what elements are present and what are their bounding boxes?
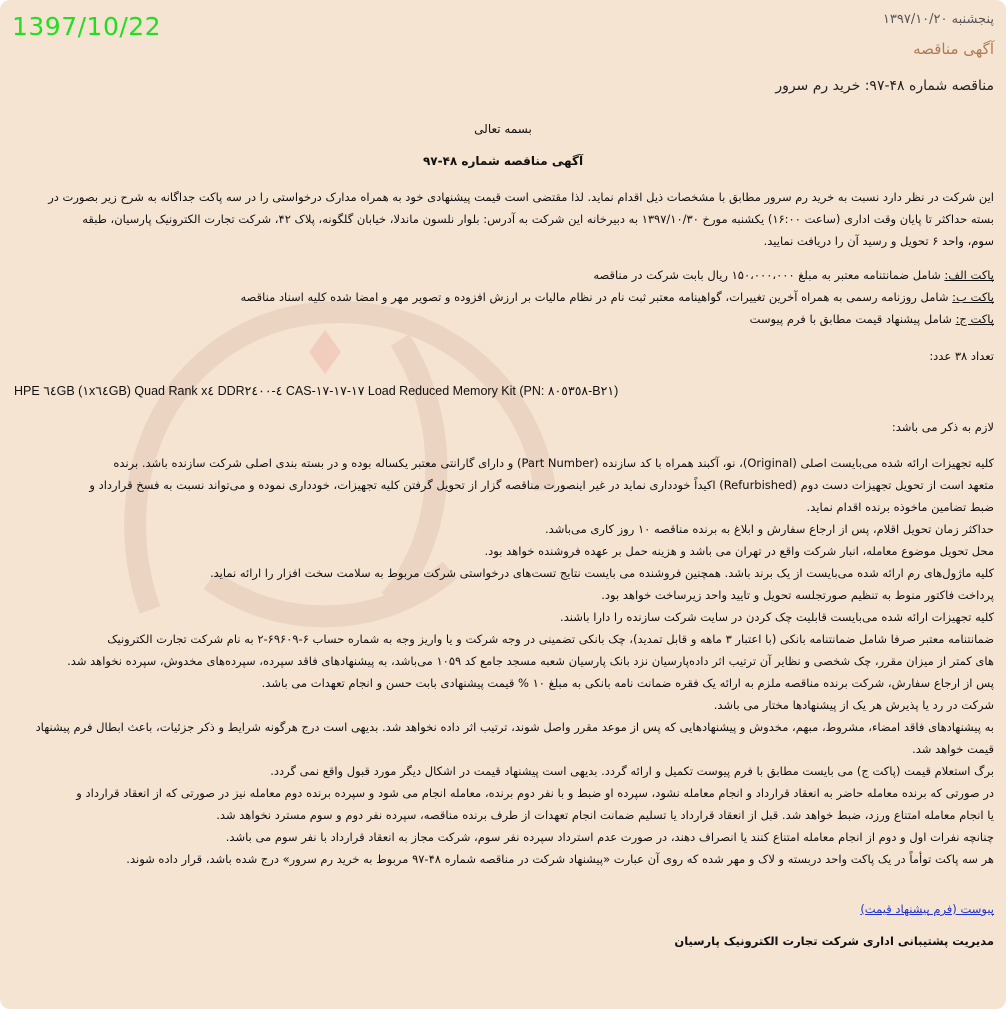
quantity-label: تعداد ۳۸ عدد: [929, 349, 994, 363]
publish-date: پنجشنبه ۱۳۹۷/۱۰/۲۰ [882, 12, 994, 27]
intro-paragraph: این شرکت در نظر دارد نسبت به خرید رم سرور مطابق با مشخصات ذیل اقدام نماید. لذا مقتضی است قیمت پیشنهادی خود به همراه مدارک درخواستی را در سه پاکت جداگانه به شرح زیر بصورت در بسته حداکثر تا پایان وقت اداری (ساعت ۱۶:۰۰) یکشنبه مورخ ۱۳۹۷/۱۰/۳۰ به دبیرخانه این شرکت به آدرس: بلوار نلسون ماندلا، خیابان گلگونه، پلاک ۴۲، شرکت تجارت الکترونیک پارسیان، طبقه سوم، واحد ۶ تحویل و رسید آن را دریافت نمایید. [48, 190, 994, 248]
packet-b: پاکت ب: شامل روزنامه رسمی به همراه آخرین تغییرات، گواهینامه معتبر ثبت نام در نظام مالیات بر ارزش افزوده و تصویر مهر و امضا شده کلیه اسناد مناقصه [240, 290, 994, 304]
notice-heading: آگهی مناقصه شماره ۴۸-۹۷ [422, 154, 584, 168]
tender-title: مناقصه شماره ۴۸-۹۷: خرید رم سرور [775, 78, 994, 94]
notes-label: لازم به ذکر می باشد: [891, 420, 994, 434]
terms-list: کلیه تجهیزات ارائه شده می‌بایست اصلی (Original)، نو، آکبند همراه با کد سازنده (Part Number) و دارای گارانتی معتبر یکساله بوده و در بسته بندی اصلی شرکت سازنده باشد. برنده متعهد است از تحویل تجهیزات دست دوم (Refurbished) اکیداً خودداری نماید در غیر اینصورت مناقصه گزار از تحویل گرفتن کلیه تجهیزات، خودداری نموده و می‌تواند نسبت به فسخ قرارداد و ضبط تضامین ماخوذه برنده اقدام نماید. حداکثر زمان تحویل اقلام، پس از ارجاع سفارش و ابلاغ به برنده مناقصه ۱۰ روز کاری می‌باشد. محل تحویل موضوع معامله، انبار شرکت واقع در تهران می باشد و هزینه حمل بر عهده فروشنده خواهد بود. کلیه ماژول‌های رم ارائه شده می‌بایست از یک برند باشد. همچنین فروشنده می بایست نتایج تست‌های درخواستی شرکت مربوط به سلامت سخت افزار را ارائه نماید. پرداخت فاکتور منوط به تنظیم صورتجلسه تحویل و تایید واحد زیرساخت خواهد بود. کلیه تجهیزات ارائه شده می‌بایست قابلیت چک کردن در سایت شرکت سازنده را دارا باشند. ضمانتنامه معتبر صرفا شامل ضمانتنامه بانکی (با اعتبار ۳ ماهه و قابل تمدید)، چک بانکی تضمینی در وجه شرکت و یا واریز وجه به شماره حساب ۶-۶۹۶۰۹-۲ به نام شرکت تجارت الکترونیک های کمتر از میزان مقرر، چک شخصی و نظایر آن ترتیب اثر داده‌پارسیان نزد بانک پارسیان شعبه مسجد جامع کد ۱۰۵۹ می‌باشد، به پیشنهادهای فاقد سپرده، سپرده‌های مخدوش، سپرده نخواهد شد. پس از ارجاع سفارش، شرکت برنده مناقصه ملزم به ارائه یک فقره ضمانت نامه بانکی به مبلغ ۱۰ % قیمت پیشنهادی بابت حسن و انجام تعهدات می باشد. شرکت در رد یا پذیرش هر یک از پیشنهادها مختار می باشد. به پیشنهادهای فاقد امضاء، مشروط، مبهم، مخدوش و پیشنهادهایی که پس از موعد مقرر واصل شوند، ترتیب اثر داده نخواهد شد. بدیهی است درج هرگونه شرایط و ذکر جزئیات، باعث ابطال فرم پیشنهاد قیمت خواهد شد. برگ استعلام قیمت (پاکت ج) می بایست مطابق با فرم پیوست تکمیل و ارائه گردد. بدیهی است پیشنهاد قیمت در اشکال دیگر مورد قبول واقع نمی گردد. در صورتی که برنده معامله حاضر به انعقاد قرارداد و انجام معامله نشود، سپرده او ضبط و با نفر دوم برنده، معامله انجام می شود و سپرده برنده دوم معامله نیز در صورتی که از انعقاد قرارداد و یا انجام معامله امتناع ورزد، ضبط خواهد شد. قبل از انعقاد قرارداد یا تسلیم ضمانت انجام تعهدات از طرف برنده مناقصه، سپرده نفر دوم و سوم مسترد نخواهد شد. چنانچه نفرات اول و دوم از انجام معامله امتناع کنند یا انصراف دهند، در صورت عدم استرداد سپرده نفر سوم، شرکت مجاز به انعقاد قرارداد با نفر سوم می باشد. هر سه پاکت توأماً در یک پاکت واحد دربسته و لاک و مهر شده که روی آن عبارت «پیشنهاد شرکت در مناقصه شماره ۴۸-۹۷ مربوط به خرید رم سرور» درج شده باشد، قرار داده شوند. [35, 456, 994, 866]
packets-list [14, 264, 994, 330]
attachment-line [14, 898, 994, 920]
date-stamp: 1397/10/22 [12, 12, 162, 41]
attachment-link[interactable]: پیوست (فرم پیشنهاد قیمت) [860, 902, 994, 916]
product-spec: HPE ٦٤GB (١x٦٤GB) Quad Rank x٤ DDR٤-٢٤٠٠ CAS-١٧-١٧-١٧ Load Reduced Memory Kit (PN: ٨٠٥٣٥٨-B٢١) [14, 384, 619, 398]
packet-a: پاکت الف: شامل ضمانتنامه معتبر به مبلغ ۱۵۰،۰۰۰،۰۰۰ ریال بابت شرکت در مناقصه [593, 268, 994, 282]
signature: مدیریت پشتیبانی اداری شرکت تجارت الکترونیک پارسیان [674, 934, 994, 948]
invocation: بسمه تعالی [474, 122, 532, 136]
section-title: آگهی مناقصه [913, 40, 994, 58]
packet-c: پاکت ج: شامل پیشنهاد قیمت مطابق با فرم پیوست [749, 312, 994, 326]
